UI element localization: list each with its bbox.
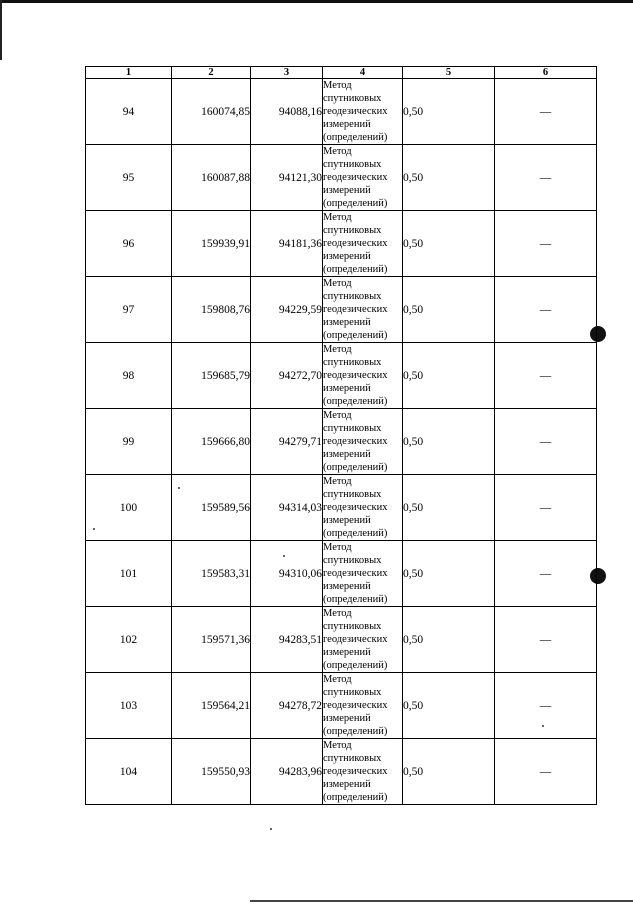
- note: —: [495, 541, 597, 607]
- coord-y: 94272,70: [251, 343, 323, 409]
- table-row: [86, 673, 597, 739]
- table-row: [86, 343, 597, 409]
- accuracy: 0,50: [403, 739, 495, 805]
- note: —: [495, 343, 597, 409]
- coord-x: 159808,76: [172, 277, 251, 343]
- accuracy: 0,50: [403, 541, 495, 607]
- accuracy: 0,50: [403, 475, 495, 541]
- accuracy: 0,50: [403, 673, 495, 739]
- note: —: [495, 409, 597, 475]
- coord-x: 159571,36: [172, 607, 251, 673]
- coord-y: 94229,59: [251, 277, 323, 343]
- coord-x: 159685,79: [172, 343, 251, 409]
- note: —: [495, 607, 597, 673]
- table-row: [86, 739, 597, 805]
- accuracy: 0,50: [403, 607, 495, 673]
- coord-y: 94314,03: [251, 475, 323, 541]
- note: —: [495, 475, 597, 541]
- method: Метод спутниковых геодезических измерений (определений): [323, 211, 403, 277]
- point-number: 101: [86, 541, 172, 607]
- point-number: 104: [86, 739, 172, 805]
- coord-y: 94088,16: [251, 79, 323, 145]
- point-number: 95: [86, 145, 172, 211]
- coord-x: 159564,21: [172, 673, 251, 739]
- scan-edge-top: [0, 0, 633, 3]
- method: Метод спутниковых геодезических измерений (определений): [323, 343, 403, 409]
- method: Метод спутниковых геодезических измерений (определений): [323, 79, 403, 145]
- note: —: [495, 277, 597, 343]
- header-col-6: 6: [495, 67, 597, 79]
- header-col-5: 5: [403, 67, 495, 79]
- table-row: [86, 211, 597, 277]
- note: —: [495, 79, 597, 145]
- point-number: 99: [86, 409, 172, 475]
- header-col-2: 2: [172, 67, 251, 79]
- coord-x: 159666,80: [172, 409, 251, 475]
- table-row: [86, 79, 597, 145]
- accuracy: 0,50: [403, 409, 495, 475]
- header-col-1: 1: [86, 67, 172, 79]
- coord-y: 94121,30: [251, 145, 323, 211]
- table-row: [86, 475, 597, 541]
- method: Метод спутниковых геодезических измерений (определений): [323, 673, 403, 739]
- table-row: [86, 145, 597, 211]
- note: —: [495, 673, 597, 739]
- method: Метод спутниковых геодезических измерений (определений): [323, 475, 403, 541]
- scan-speck: [270, 828, 272, 830]
- coord-y: 94283,51: [251, 607, 323, 673]
- accuracy: 0,50: [403, 343, 495, 409]
- coord-y: 94181,36: [251, 211, 323, 277]
- table-header-row: [86, 67, 597, 79]
- note: —: [495, 211, 597, 277]
- point-number: 98: [86, 343, 172, 409]
- scan-edge-bottom: [250, 900, 633, 902]
- point-number: 96: [86, 211, 172, 277]
- table-row: [86, 607, 597, 673]
- accuracy: 0,50: [403, 277, 495, 343]
- coord-y: 94279,71: [251, 409, 323, 475]
- scan-edge-left: [0, 0, 2, 60]
- header-col-4: 4: [323, 67, 403, 79]
- coord-x: 160074,85: [172, 79, 251, 145]
- method: Метод спутниковых геодезических измерений (определений): [323, 541, 403, 607]
- method: Метод спутниковых геодезических измерений (определений): [323, 145, 403, 211]
- point-number: 94: [86, 79, 172, 145]
- method: Метод спутниковых геодезических измерений (определений): [323, 277, 403, 343]
- coord-y: 94278,72: [251, 673, 323, 739]
- coord-y: 94283,96: [251, 739, 323, 805]
- coord-x: 159939,91: [172, 211, 251, 277]
- point-number: 100: [86, 475, 172, 541]
- table-row: [86, 541, 597, 607]
- note: —: [495, 739, 597, 805]
- method: Метод спутниковых геодезических измерений (определений): [323, 607, 403, 673]
- point-number: 102: [86, 607, 172, 673]
- point-number: 103: [86, 673, 172, 739]
- coordinates-table: [85, 66, 597, 805]
- coord-x: 159550,93: [172, 739, 251, 805]
- header-col-3: 3: [251, 67, 323, 79]
- coord-x: 159589,56: [172, 475, 251, 541]
- accuracy: 0,50: [403, 145, 495, 211]
- coord-x: 159583,31: [172, 541, 251, 607]
- point-number: 97: [86, 277, 172, 343]
- coord-y: 94310,06: [251, 541, 323, 607]
- coord-x: 160087,88: [172, 145, 251, 211]
- table-row: [86, 409, 597, 475]
- table-row: [86, 277, 597, 343]
- accuracy: 0,50: [403, 79, 495, 145]
- method: Метод спутниковых геодезических измерений (определений): [323, 739, 403, 805]
- accuracy: 0,50: [403, 211, 495, 277]
- note: —: [495, 145, 597, 211]
- method: Метод спутниковых геодезических измерений (определений): [323, 409, 403, 475]
